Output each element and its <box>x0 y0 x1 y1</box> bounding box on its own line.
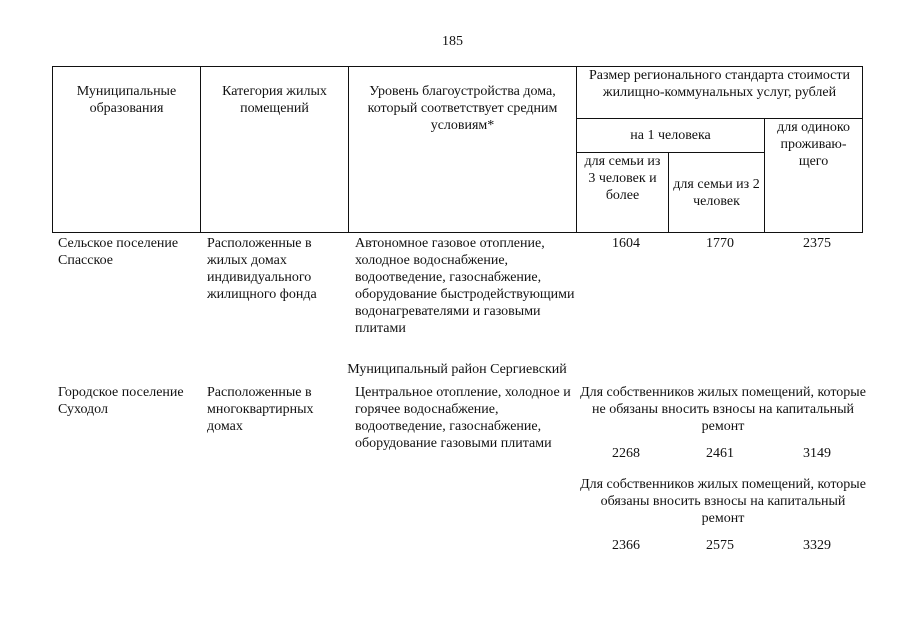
header-per-person: на 1 человека <box>577 119 765 153</box>
row-value-family2: 1770 <box>706 236 734 251</box>
row-category-suhodol: Расположенные в многоквартирных домах <box>207 385 314 434</box>
row-value-single: 2375 <box>803 236 831 251</box>
section-title: Муниципальный район Сергиевский <box>347 362 567 377</box>
header-municipality: Муниципальные образования <box>53 67 201 233</box>
group1-value-family2: 2461 <box>706 446 734 461</box>
header-family3: для семьи из 3 человек и более <box>577 153 669 233</box>
row-level: Автономное газовое отопление, холодное водоснабжение, водоотведение, газоснабжение, оборудование быстродействующими водонагревателями и газовыми плитами <box>355 236 575 336</box>
row-level-suhodol: Центральное отопление, холодное и горячее водоснабжение, водоотведение, газоснабжение, оборудование газовыми плитами <box>355 385 571 451</box>
group-label-no-capital-repair: Для собственников жилых помещений, которые не обязаны вносить взносы на капитальный ремонт <box>580 385 866 434</box>
group2-value-family2: 2575 <box>706 538 734 553</box>
group1-value-single: 3149 <box>803 446 831 461</box>
group2-value-single: 3329 <box>803 538 831 553</box>
page-number: 185 <box>442 34 463 49</box>
header-category: Категория жилых помещений <box>201 67 349 233</box>
row-municipality-suhodol: Городское поселение Суходол <box>58 385 184 417</box>
row-value-family3: 1604 <box>612 236 640 251</box>
group2-value-family3: 2366 <box>612 538 640 553</box>
row-category: Расположенные в жилых домах индивидуального жилищного фонда <box>207 236 317 302</box>
row-municipality: Сельское поселение Спасское <box>58 236 179 268</box>
group-label-capital-repair: Для собственников жилых помещений, которые обязаны вносить взносы на капитальный ремонт <box>580 477 866 526</box>
group1-value-family3: 2268 <box>612 446 640 461</box>
header-single: для одиноко проживаю-щего <box>765 119 863 233</box>
table-header <box>52 66 863 233</box>
header-level: Уровень благоустройства дома, который соответствует средним условиям* <box>349 67 577 233</box>
header-standard-size: Размер регионального стандарта стоимости жилищно-коммунальных услуг, рублей <box>577 67 863 119</box>
header-family2: для семьи из 2 человек <box>669 153 765 233</box>
